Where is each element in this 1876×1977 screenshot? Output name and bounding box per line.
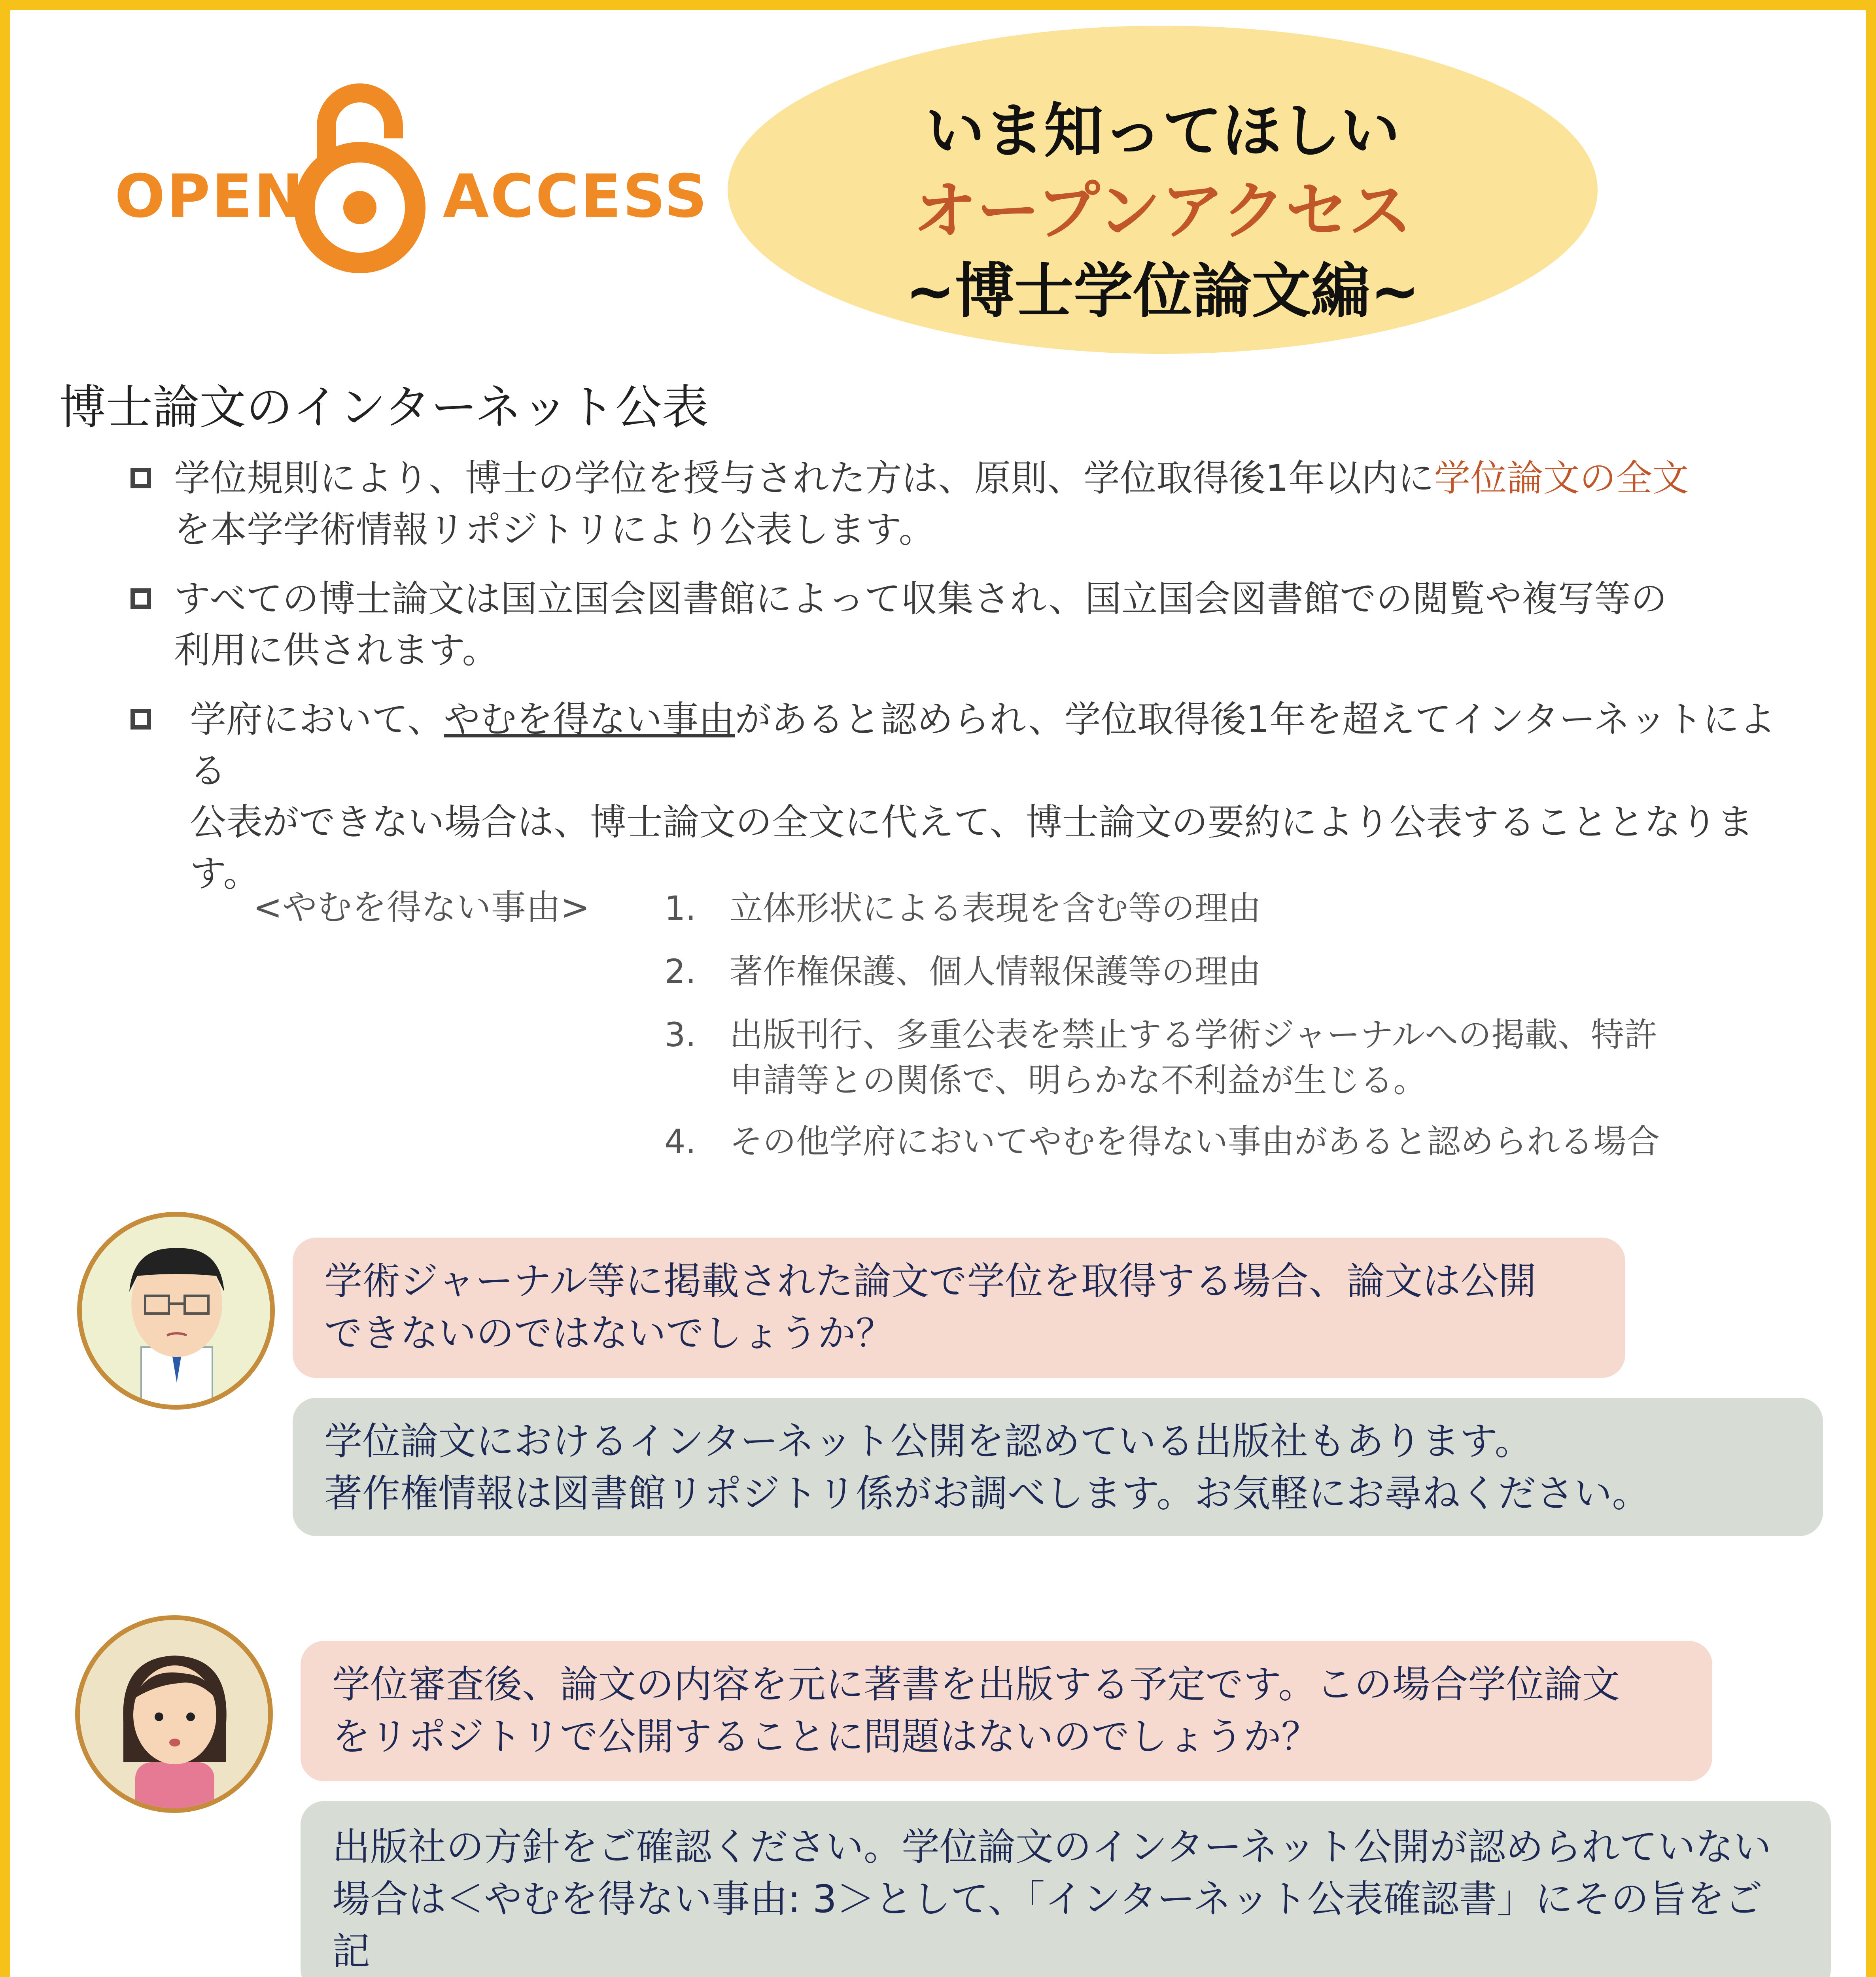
title-line-3: ~博士学位論文編~ [905, 257, 1420, 326]
section-heading: 博士論文のインターネット公表 [59, 380, 709, 435]
logo-open-text: OPEN [115, 162, 305, 231]
highlighted-text: 学位論文の全文 [1434, 457, 1689, 499]
open-access-logo [115, 79, 709, 285]
square-bullet-icon [130, 709, 151, 730]
answer-bubble: 学位論文におけるインターネット公開を認めている出版社もあります。 著作権情報は図書館リポジトリ係がお調べします。お気軽にお尋ねください。 [293, 1398, 1823, 1536]
question-bubble: 学術ジャーナル等に掲載された論文で学位を取得する場合、論文は公開 できないのではないでしょうか？ [293, 1238, 1625, 1378]
bullet-text: 学府において、やむを得ない事由があると認められ、学位取得後1年を超えてインターネットによる 公表ができない場合は、博士論文の全文に代えて、博士論文の要約により公表することとなります。 [190, 698, 1776, 895]
title-line-2: オープンアクセス [913, 174, 1412, 248]
bullet-text: すべての博士論文は国立国会図書館によって収集され、国立国会図書館での閲覧や複写等の 利用に供されます。 [174, 578, 1667, 671]
reasons-label: <やむを得ない事由> [253, 887, 590, 928]
avatar-woman-icon [75, 1615, 273, 1813]
underlined-text: やむを得ない事由 [444, 698, 735, 741]
open-lock-icon [289, 79, 431, 277]
answer-bubble: 出版社の方針をご確認ください。学位論文のインターネット公開が認められていない 場合は＜やむを得ない事由: 3＞として、「インターネット公表確認書」にその旨をご記 [301, 1801, 1831, 1977]
question-bubble: 学位審査後、論文の内容を元に著書を出版する予定です。この場合学位論文 をリポジトリで公開することに問題はないのでしょうか？ [301, 1641, 1712, 1781]
title-line-1: いま知ってほしい [925, 97, 1400, 166]
square-bullet-icon [130, 468, 151, 488]
bullet-text: 学位規則により、博士の学位を授与された方は、原則、学位取得後1年以内に学位論文の全文 を本学学術情報リポジトリにより公表します。 [174, 457, 1689, 551]
square-bullet-icon [130, 588, 151, 609]
avatar-teacher-icon [77, 1212, 275, 1410]
logo-access-text: ACCESS [443, 162, 709, 231]
